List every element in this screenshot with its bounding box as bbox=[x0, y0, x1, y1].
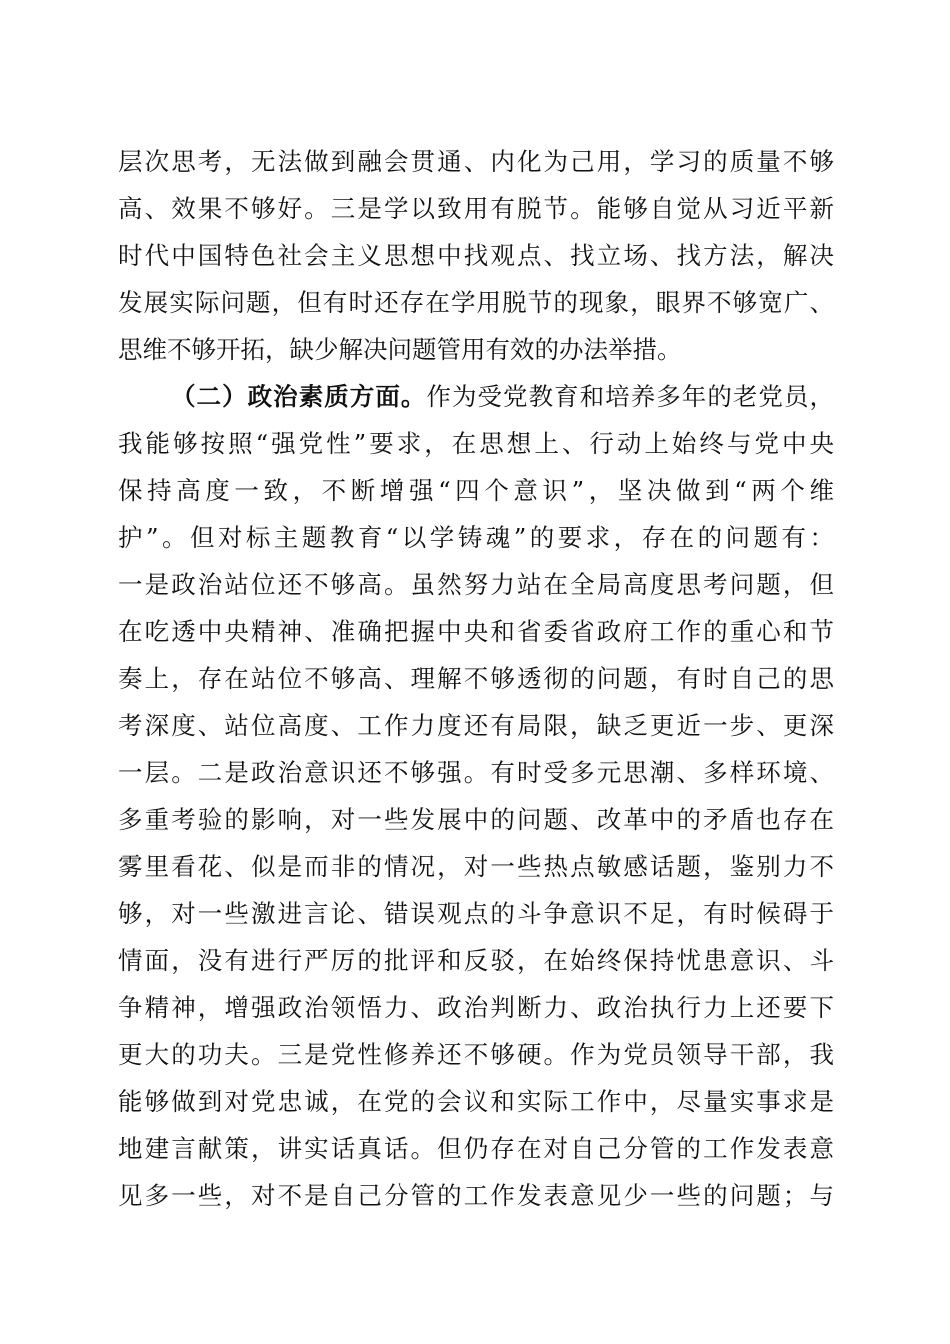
text-line: 更大的功夫。三是党性修养还不够硬。作为党员领导干部，我 bbox=[118, 1040, 834, 1069]
text-line: 层次思考，无法做到融会贯通、内化为己用，学习的质量不够 bbox=[118, 147, 834, 176]
text-line: 一是政治站位还不够高。虽然努力站在全局高度思考问题，但 bbox=[118, 570, 834, 599]
text-line: 我能够按照“强党性”要求，在思想上、行动上始终与党中央 bbox=[118, 429, 834, 458]
text-line: 时代中国特色社会主义思想中找观点、找立场、找方法，解决 bbox=[118, 241, 834, 270]
section-heading: （二）政治素质方面。 bbox=[171, 382, 427, 411]
text-line: 一层。二是政治意识还不够强。有时受多元思潮、多样环境、 bbox=[118, 758, 834, 787]
text-line: 保持高度一致，不断增强“四个意识”，坚决做到“两个维 bbox=[118, 476, 834, 505]
text-line: 高、效果不够好。三是学以致用有脱节。能够自觉从习近平新 bbox=[118, 194, 834, 223]
text-line: 护”。但对标主题教育“以学铸魂”的要求，存在的问题有： bbox=[118, 523, 834, 552]
text-line: 多重考验的影响，对一些发展中的问题、改革中的矛盾也存在 bbox=[118, 805, 834, 834]
text-line: 见多一些，对不是自己分管的工作发表意见少一些的问题；与 bbox=[118, 1181, 834, 1210]
text-line: 情面，没有进行严厉的批评和反驳，在始终保持忧患意识、斗 bbox=[118, 946, 834, 975]
text-line: 地建言献策，讲实话真话。但仍存在对自己分管的工作发表意 bbox=[118, 1134, 834, 1163]
text-line: 奏上，存在站位不够高、理解不够透彻的问题，有时自己的思 bbox=[118, 664, 834, 693]
text-line: 发展实际问题，但有时还存在学用脱节的现象，眼界不够宽广、 bbox=[118, 288, 834, 317]
text-line: 争精神，增强政治领悟力、政治判断力、政治执行力上还要下 bbox=[118, 993, 834, 1022]
paragraph-heading-line bbox=[171, 379, 834, 415]
text-line: 雾里看花、似是而非的情况，对一些热点敏感话题，鉴别力不 bbox=[118, 852, 834, 881]
text-line: 在吃透中央精神、准确把握中央和省委省政府工作的重心和节 bbox=[118, 617, 834, 646]
text-line: 能够做到对党忠诚，在党的会议和实际工作中，尽量实事求是 bbox=[118, 1087, 834, 1116]
text-span: 作为受党教育和培养多年的老党员， bbox=[426, 382, 835, 411]
text-line: 考深度、站位高度、工作力度还有局限，缺乏更近一步、更深 bbox=[118, 711, 834, 740]
text-line: 思维不够开拓，缺少解决问题管用有效的办法举措。 bbox=[118, 335, 682, 364]
text-line: 够，对一些激进言论、错误观点的斗争意识不足，有时候碍于 bbox=[118, 899, 834, 928]
